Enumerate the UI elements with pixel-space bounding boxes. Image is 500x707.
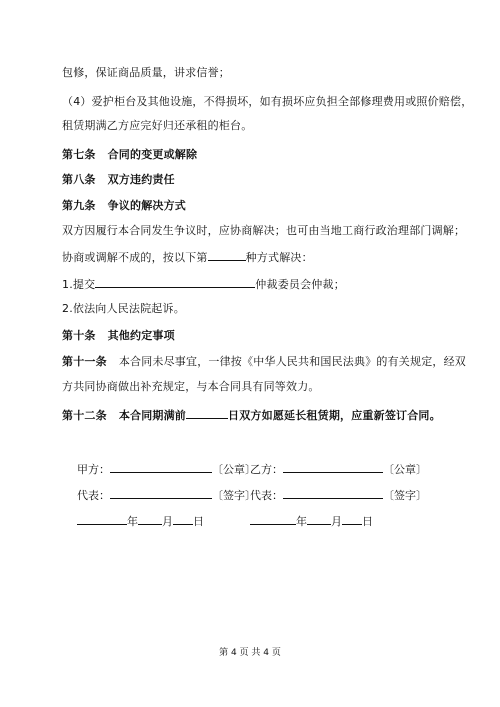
- blank-line: [95, 276, 255, 288]
- paragraph-continuation: [62, 66, 230, 80]
- page-number: 第 4 页 共 4 页: [219, 648, 281, 658]
- text: 1.提交: [62, 278, 96, 291]
- article-title: 其他约定事项: [107, 329, 175, 342]
- day-label: 日: [362, 515, 373, 528]
- blank-line: [208, 249, 246, 261]
- article-number: 第十条: [62, 329, 96, 342]
- month-blank: [307, 513, 331, 525]
- blank-line: [283, 487, 383, 499]
- party-a-date: [77, 513, 204, 529]
- text: 本合同期满前: [118, 409, 187, 422]
- article-9-heading: [62, 199, 186, 213]
- party-a-representative: [77, 487, 256, 503]
- signature-label: 〔签字〕: [212, 489, 256, 502]
- article-11-line-2: [62, 380, 320, 394]
- article-number: 第十二条: [62, 409, 107, 422]
- blank-line: [186, 407, 228, 419]
- text: 方共同协商做出补充规定，与本合同具有同等效力。: [62, 380, 320, 393]
- text: 协商或调解不成的，按以下第: [62, 251, 208, 264]
- party-b-date: [250, 513, 373, 529]
- article-number: 第七条: [62, 148, 96, 161]
- article-12: [62, 407, 441, 423]
- party-b-representative: [250, 487, 427, 503]
- text: 双方因履行本合同发生争议时，应协商解决；也可由当地工商行政治理部门调解；: [62, 224, 466, 237]
- page-footer: [0, 647, 500, 659]
- article-8-heading: [62, 173, 175, 187]
- month-blank: [138, 513, 162, 525]
- article-7-heading: [62, 148, 197, 162]
- party-b-label: 乙方：: [250, 463, 283, 476]
- article-number: 第十一条: [62, 355, 107, 368]
- month-label: 月: [162, 515, 173, 528]
- year-blank: [77, 513, 127, 525]
- month-label: 月: [331, 515, 342, 528]
- article-title: 合同的变更或解除: [107, 148, 198, 161]
- representative-label: 代表：: [77, 489, 110, 502]
- seal-label: 〔公章〕: [383, 463, 427, 476]
- text: 仲裁委员会仲裁；: [255, 278, 345, 291]
- article-9-line-2: [62, 249, 313, 265]
- party-a-label: 甲方：: [77, 463, 110, 476]
- year-label: 年: [127, 515, 138, 528]
- representative-label: 代表：: [250, 489, 283, 502]
- party-b-line: [250, 461, 427, 477]
- text: （4）爱护柜台及其他设施，不得损坏，如有损坏应负担全部修理费用或照价赔偿，: [62, 95, 473, 108]
- article-9-line-1: [62, 224, 465, 238]
- article-10-heading: [62, 329, 175, 343]
- article-title: 双方违约责任: [107, 173, 175, 186]
- day-label: 日: [193, 515, 204, 528]
- seal-label: 〔公章〕: [212, 463, 256, 476]
- article-title: 争议的解决方式: [107, 199, 187, 212]
- article-number: 第九条: [62, 199, 96, 212]
- clause-4-line-2: [62, 119, 252, 133]
- year-blank: [250, 513, 296, 525]
- blank-line: [110, 461, 212, 473]
- blank-line: [283, 461, 383, 473]
- article-11-line-1: [62, 355, 466, 369]
- day-blank: [342, 513, 362, 525]
- text: 包修，保证商品质量，讲求信誉；: [62, 66, 230, 79]
- day-blank: [173, 513, 193, 525]
- option-1: [62, 276, 345, 292]
- clause-4-line-1: [62, 95, 472, 109]
- signature-label: 〔签字〕: [383, 489, 427, 502]
- text: 本合同未尽事宜，一律按《中华人民共和国民法典》的有关规定，经双: [118, 355, 467, 368]
- option-2: [62, 302, 185, 316]
- text: 日双方如愿延长租赁期，应重新签订合同。: [228, 409, 441, 422]
- party-a-line: [77, 461, 256, 477]
- blank-line: [110, 487, 212, 499]
- text: 种方式解决：: [245, 251, 313, 264]
- text: 2.依法向人民法院起诉。: [62, 302, 185, 315]
- text: 租赁期满乙方应完好归还承租的柜台。: [62, 119, 253, 132]
- article-number: 第八条: [62, 173, 96, 186]
- year-label: 年: [296, 515, 307, 528]
